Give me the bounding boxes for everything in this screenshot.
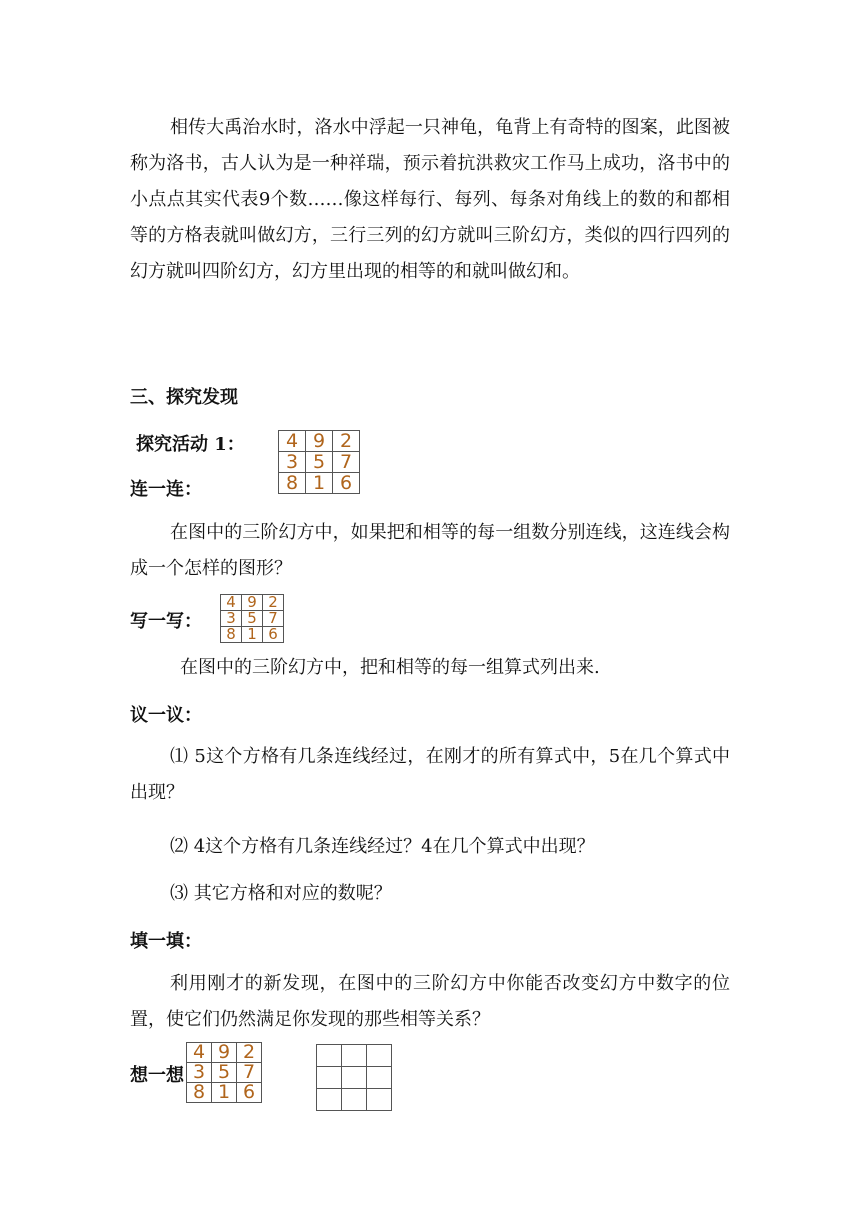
grid-cell: 7 <box>263 611 284 627</box>
discuss-q1: ⑴ 5这个方格有几条连线经过，在刚才的所有算式中，5在几个算式中出现？ <box>130 746 730 803</box>
grid-cell: 6 <box>333 473 360 494</box>
grid-row <box>317 1089 392 1111</box>
section-title: 三、探究发现 <box>130 387 238 408</box>
grid-cell: 5 <box>306 452 333 473</box>
grid-cell: 5 <box>212 1063 237 1083</box>
grid-row <box>279 473 360 494</box>
grid-cell: 3 <box>221 611 242 627</box>
connect-text: 在图中的三阶幻方中，如果把和相等的每一组数分别连线，这连线会构成一个怎样的图形？ <box>130 522 730 579</box>
grid-cell: 4 <box>221 595 242 611</box>
connect-heading: 连一连： <box>130 479 202 500</box>
grid-cell: 7 <box>333 452 360 473</box>
empty-square <box>316 1044 392 1111</box>
grid-cell: 2 <box>333 431 360 452</box>
grid-row <box>317 1045 392 1067</box>
grid-row <box>187 1063 262 1083</box>
grid-cell: 8 <box>279 473 306 494</box>
grid-row <box>221 627 284 643</box>
grid-cell: 4 <box>279 431 306 452</box>
grid-cell: 9 <box>212 1043 237 1063</box>
discuss-heading: 议一议： <box>130 705 202 726</box>
grid-cell: 9 <box>306 431 333 452</box>
grid-cell: 8 <box>221 627 242 643</box>
grid-cell: 4 <box>187 1043 212 1063</box>
empty-cell[interactable] <box>317 1045 342 1067</box>
empty-cell[interactable] <box>367 1089 392 1111</box>
grid-row <box>317 1067 392 1089</box>
grid-cell: 3 <box>279 452 306 473</box>
grid-row <box>279 431 360 452</box>
grid-cell: 3 <box>187 1063 212 1083</box>
grid-cell: 6 <box>263 627 284 643</box>
empty-cell[interactable] <box>342 1089 367 1111</box>
magic-square-3 <box>186 1042 262 1103</box>
think-heading: 想一想 <box>130 1065 184 1086</box>
grid-cell: 2 <box>263 595 284 611</box>
write-text: 在图中的三阶幻方中，把和相等的每一组算式列出来. <box>180 657 600 678</box>
grid-cell: 1 <box>242 627 263 643</box>
magic-square-1 <box>278 430 360 494</box>
activity-label: 探究活动 1： <box>136 434 245 455</box>
discuss-q3: ⑶ 其它方格和对应的数呢？ <box>170 883 392 904</box>
discuss-q2: ⑵ 4这个方格有几条连线经过？4在几个算式中出现？ <box>170 836 595 857</box>
empty-cell[interactable] <box>317 1089 342 1111</box>
fill-text: 利用刚才的新发现，在图中的三阶幻方中你能否改变幻方中数字的位置，使它们仍然满足你发现的那些相等关系？ <box>130 973 730 1030</box>
intro-paragraph: 相传大禹治水时，洛水中浮起一只神龟，龟背上有奇特的图案，此图被称为洛书，古人认为是一种祥瑞，预示着抗洪救灾工作马上成功，洛书中的小点点其实代表9个数……像这样每行、每列、每条对角线上的数的和都相等的方格表就叫做幻方，三行三列的幻方就叫三阶幻方，类似的四行四列的幻方就叫四阶幻方，幻方里出现的相等的和就叫做幻和。 <box>130 117 730 282</box>
magic-square-2 <box>220 594 284 643</box>
grid-cell: 8 <box>187 1083 212 1103</box>
grid-cell: 5 <box>242 611 263 627</box>
grid-cell: 1 <box>212 1083 237 1103</box>
empty-cell[interactable] <box>342 1067 367 1089</box>
grid-cell: 2 <box>237 1043 262 1063</box>
empty-cell[interactable] <box>317 1067 342 1089</box>
grid-row <box>187 1083 262 1103</box>
empty-cell[interactable] <box>342 1045 367 1067</box>
grid-cell: 6 <box>237 1083 262 1103</box>
write-heading: 写一写： <box>130 611 202 632</box>
fill-heading: 填一填： <box>130 931 202 952</box>
grid-row <box>279 452 360 473</box>
grid-cell: 1 <box>306 473 333 494</box>
grid-cell: 9 <box>242 595 263 611</box>
grid-cell: 7 <box>237 1063 262 1083</box>
empty-cell[interactable] <box>367 1045 392 1067</box>
grid-row <box>187 1043 262 1063</box>
empty-cell[interactable] <box>367 1067 392 1089</box>
